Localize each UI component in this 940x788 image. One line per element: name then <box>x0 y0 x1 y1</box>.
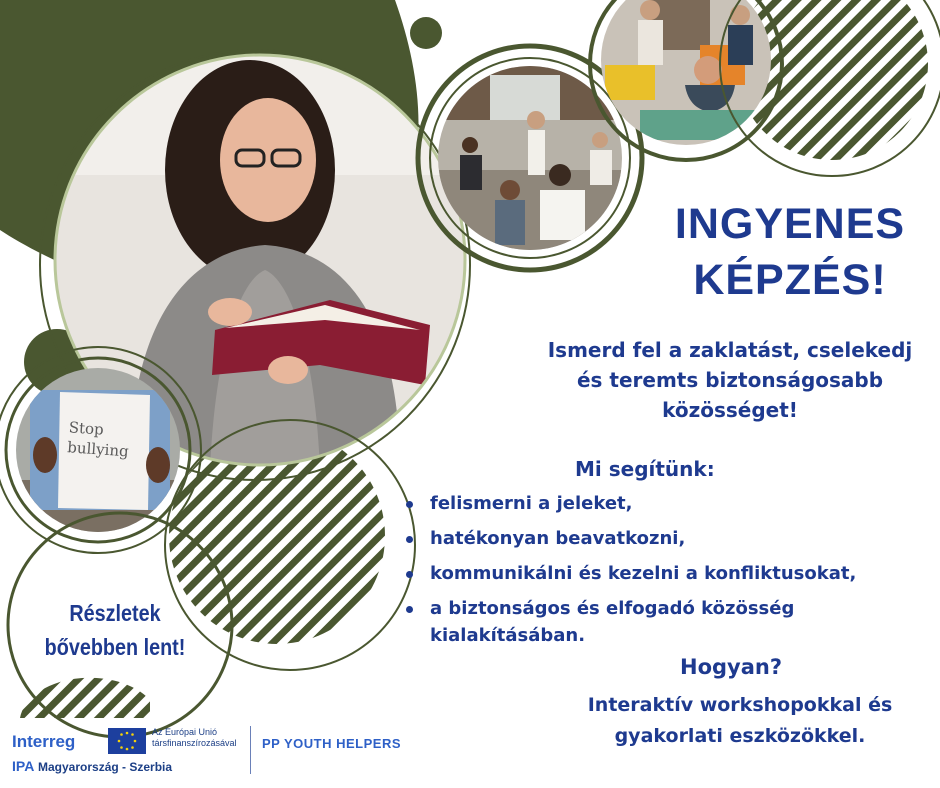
eu-line2: társfinanszírozásával <box>152 738 237 748</box>
how-text <box>560 690 920 752</box>
headline <box>625 196 940 308</box>
how-line1: Interaktív workshopokkal és <box>587 694 893 716</box>
details-callout <box>33 596 196 664</box>
footer-divider <box>250 726 251 774</box>
help-list-item <box>400 560 940 587</box>
how-heading: Hogyan? <box>680 655 783 679</box>
help-list-item <box>400 595 850 649</box>
details-line2: bővebben lent! <box>44 634 186 660</box>
eu-line1: Az Európai Unió <box>152 727 218 737</box>
subtitle <box>515 335 940 425</box>
bullet-icon <box>406 606 413 613</box>
subtitle-line3: közösséget! <box>662 398 798 422</box>
help-item-text: felismerni a jeleket, <box>430 493 633 514</box>
help-list <box>400 490 940 657</box>
help-item-text: kommunikálni és kezelni a konfliktusokat, <box>430 563 857 584</box>
olive-dot <box>410 17 442 49</box>
interreg-logo: Interreg <box>12 732 76 751</box>
bullet-icon <box>406 571 413 578</box>
help-item-text: hatékonyan beavatkozni, <box>430 528 686 549</box>
footer-logos <box>0 718 460 788</box>
details-line1: Részletek <box>69 600 161 626</box>
help-item-text: a biztonságos és elfogadó közösség kialakításában. <box>430 598 795 646</box>
how-line2: gyakorlati eszközökkel. <box>614 725 866 747</box>
headline-line2: KÉPZÉS! <box>693 256 887 304</box>
help-list-item <box>400 525 940 552</box>
project-name: PP YOUTH HELPERS <box>262 736 401 751</box>
subtitle-line1: Ismerd fel a zaklatást, cselekedj <box>547 338 913 362</box>
region-label: Magyarország - Szerbia <box>38 760 173 774</box>
help-list-item <box>400 490 940 517</box>
eu-cofunding-text <box>152 727 237 749</box>
bullet-icon <box>406 501 413 508</box>
help-heading: Mi segítünk: <box>575 457 715 481</box>
headline-line1: INGYENES <box>674 200 906 248</box>
photo-sign-line2: bullying <box>66 438 130 461</box>
bullet-icon <box>406 536 413 543</box>
ipa-logo: IPA <box>12 758 35 774</box>
striped-shape-bottom <box>20 678 150 718</box>
photo-sign-text <box>67 417 150 462</box>
photo-sign-line1: Stop <box>68 418 105 439</box>
subtitle-line2: és teremts biztonságosabb <box>576 368 884 392</box>
eu-flag-icon <box>108 728 146 754</box>
